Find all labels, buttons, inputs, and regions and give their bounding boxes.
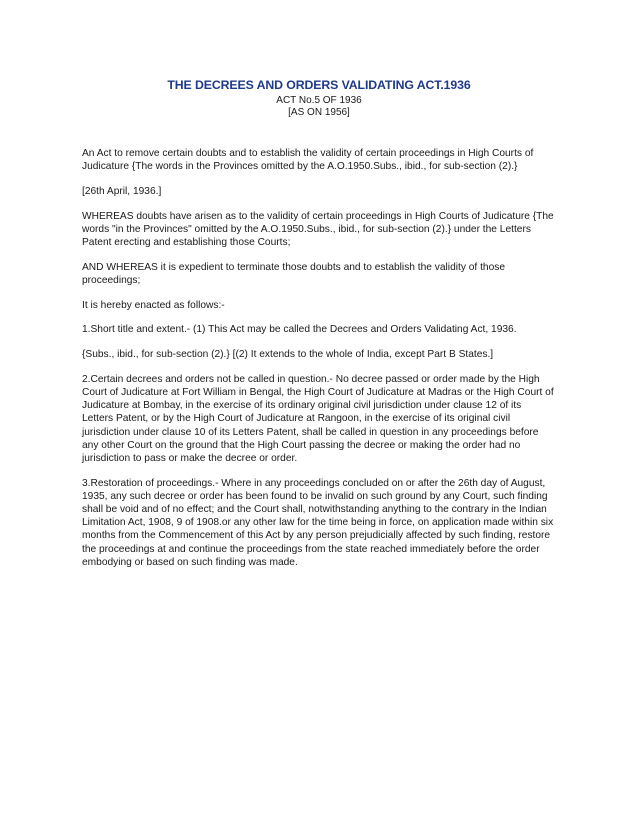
- and-whereas-paragraph: AND WHEREAS it is expedient to terminate those doubts and to establish the validity of those proceedings;: [82, 261, 506, 286]
- act-number: ACT No.5 OF 1936: [276, 95, 362, 106]
- preamble-paragraph: An Act to remove certain doubts and to establish the validity of certain proceedings in High Courts of Judicature {The words in the Provinces omitted by the A.O.1950.Subs., ibid., for sub-section (2).}: [82, 148, 534, 173]
- document-body: [82, 147, 554, 581]
- whereas-paragraph: WHEREAS doubts have arisen as to the validity of certain proceedings in High Courts of Judicature {The words "in the Provinces" omitted by the A.O.1950.Subs., ibid., for sub-section (2).} under the Letters Patent erecting and establishing those Courts;: [82, 210, 554, 249]
- as-on-date: [AS ON 1956]: [288, 107, 350, 118]
- section-1-2-paragraph: {Subs., ibid., for sub-section (2).} [(2) It extends to the whole of India, except Part B States.]: [82, 349, 494, 361]
- section-2-paragraph: 2.Certain decrees and orders not be called in question.- No decree passed or order made by the High Court of Judicature at Fort William in Bengal, the High Court of Judicature at Madras or the High Court of Judicature at Bombay, in the exercise of its ordinary original civil jurisdiction under clause 12 of its Letters Patent, or by the High Court of Judicature at Rangoon, in the exercise of its original civil jurisdiction under clause 10 of its Letters Patent, shall be called in question in any proceedings before any other Court on the ground that the High Court passing the decree or making the order had no jurisdiction to pass or make the decree or order.: [82, 373, 554, 464]
- date-paragraph: [26th April, 1936.]: [82, 185, 162, 197]
- section-1-paragraph: 1.Short title and extent.- (1) This Act may be called the Decrees and Orders Validating Act, 1936.: [82, 324, 517, 336]
- document-title: THE DECREES AND ORDERS VALIDATING ACT.1936: [167, 78, 471, 92]
- section-3-paragraph: 3.Restoration of proceedings.- Where in any proceedings concluded on or after the 26th day of August, 1935, any such decree or order has been found to be invalid on such ground by any Court, such finding shall be void and of no effect; and the Court shall, notwithstanding anything to the contrary in the Indian Limitation Act, 1908, 9 of 1908.or any other law for the time being in force, on application made within six months from the Commencement of this Act by any person prejudicially affected by such finding, restore the proceedings at and continue the proceedings from the state reached immediately before the order embodying or based on such finding was made.: [82, 477, 554, 568]
- enactment-paragraph: It is hereby enacted as follows:-: [82, 299, 225, 311]
